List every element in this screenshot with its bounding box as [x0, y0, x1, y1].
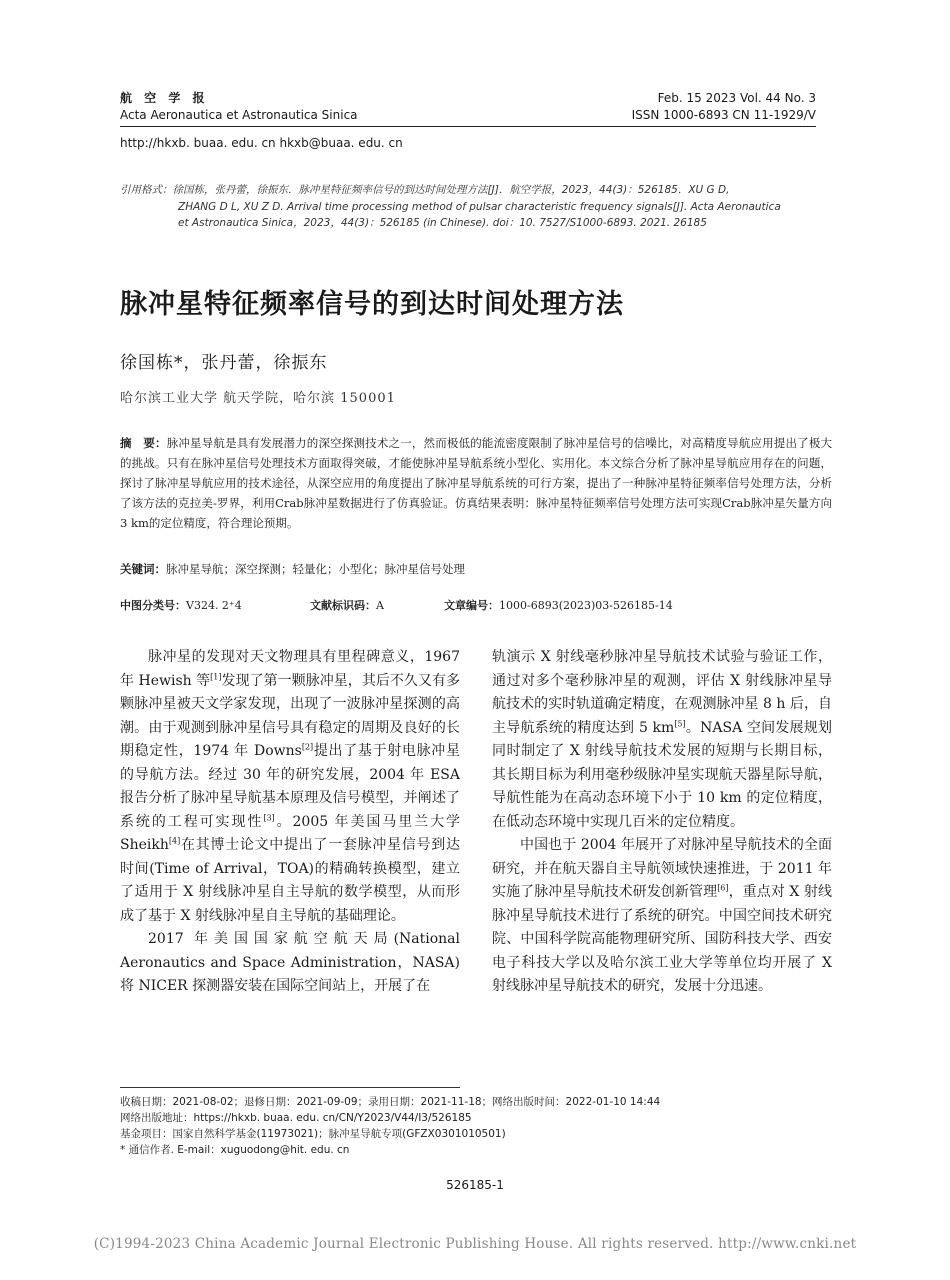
ref-link[interactable]: [2] — [301, 742, 314, 752]
keywords-text: 脉冲星导航；深空探测；轻量化；小型化；脉冲星信号处理 — [166, 562, 465, 576]
body-paragraph: 脉冲星的发现对天文物理具有里程碑意义，1967 年 Hewish 等[1]发现了第一颗脉冲星，其后不久又有多颗脉冲星被天文学家发现，出现了一波脉冲星探测的高潮。由于观测到脉冲星信号具有稳定的周期及良好的长期稳定性，1974 年 Downs[2]提出了基于射电脉冲星的导航方法。经过 30 年的研究发展，2004 年 ESA 报告分析了脉冲星导航基本原理及信号模型，并阐述了系统的工程可实现性[3]。2005 年美国马里兰大学 Sheikh[4]在其博士论文中提出了一套脉冲星信号到达时间(Time of Arrival，TOA)的精确转换模型，建立了适用于 X 射线脉冲星自主导航的数学模型，从而形成了基于 X 射线脉冲星自主导航的基础理论。 — [120, 649, 460, 924]
journal-name-cn: 航 空 学 报 — [120, 91, 209, 105]
article-number — [444, 597, 673, 613]
body-paragraph: 2017 年美国国家航空航天局(National Aeronautics and Space Administration，NASA)将 NICER 探测器安装在国际空间站上，开展了在 — [120, 931, 460, 994]
citation-line-3: et Astronautica Sinica，2023，44(3)：526185 (in Chinese). doi：10. 7527/S1000-6893. 2021. 26185 — [178, 217, 707, 229]
abstract-label: 摘 要： — [120, 436, 167, 450]
citation-line-1: 引用格式：徐国栋，张丹蕾，徐振东．脉冲星特征频率信号的到达时间处理方法[J]．航空学报，2023，44(3)：526185．XU G D, — [120, 184, 730, 196]
body-right-column — [492, 646, 832, 999]
footnote-rule — [120, 1087, 460, 1088]
body-left-column — [120, 646, 460, 999]
body-paragraph: 中国也于 2004 年展开了对脉冲星导航技术的全面研究，并在航天器自主导航领域快速推进，于 2011 年实施了脉冲星导航技术研发创新管理[6]，重点对 X 射线脉冲星导航技术进行了系统的研究。中国空间技术研究院、中国科学院高能物理研究所、国防科技大学、西安电子科技大学以及哈尔滨工业大学等单位均开展了 X 射线脉冲星导航技术的研究，发展十分迅速。 — [492, 837, 832, 994]
ref-link[interactable]: [6] — [717, 883, 729, 893]
abstract — [120, 433, 832, 533]
article-title: 脉冲星特征频率信号的到达时间处理方法 — [120, 289, 624, 320]
ref-link[interactable]: [5] — [674, 718, 686, 728]
citation-block — [120, 182, 832, 232]
document-code — [310, 597, 384, 613]
ref-link[interactable]: [3] — [263, 812, 275, 822]
doc-label: 文献标识码： — [310, 599, 376, 612]
abstract-text: 脉冲星导航是具有发展潜力的深空探测技术之一，然而极低的能流密度限制了脉冲星信号的信噪比，对高精度导航应用提出了极大的挑战。只有在脉冲星信号处理技术方面取得突破，才能使脉冲星导航系统小型化、实用化。本文综合分析了脉冲星导航应用存在的问题，探讨了脉冲星导航应用的技术途径，从深空应用的角度提出了脉冲星导航系统的可行方案，提出了一种脉冲星特征频率信号处理方法，分析了该方法的克拉美-罗界，利用Crab脉冲星数据进行了仿真验证。仿真结果表明：脉冲星特征频率信号处理方法可实现Crab脉冲星矢量方向3 km的定位精度，符合理论预期。 — [120, 436, 832, 530]
clc-label: 中图分类号： — [120, 599, 186, 612]
body-paragraph: 轨演示 X 射线毫秒脉冲星导航技术试验与验证工作，通过对多个毫秒脉冲星的观测，评估 X 射线脉冲星导航技术的实时轨道确定精度，在观测脉冲星 8 h 后，自主导航系统的精度达到 5 km[5]。NASA 空间发展规划同时制定了 X 射线导航技术发展的短期与长期目标，其长期目标为利用毫秒级脉冲星实现航天器星际导航，导航性能为在高动态环境下小于 10 km 的定位精度，在低动态环境中实现几百米的定位精度。 — [492, 649, 832, 830]
footnote-dates: 收稿日期：2021-08-02；退修日期：2021-09-09；录用日期：2021-11-18；网络出版时间：2022-01-10 14:44 — [120, 1096, 661, 1108]
clc-value: V324. 2⁺4 — [186, 599, 242, 612]
journal-web-link[interactable]: http://hkxb. buaa. edu. cn hkxb@buaa. edu. cn — [120, 136, 403, 150]
issue-date-volume: Feb. 15 2023 Vol. 44 No. 3 — [657, 91, 816, 105]
page-number: 526185-1 — [446, 1178, 504, 1192]
footnotes — [120, 1094, 832, 1158]
doc-value: A — [376, 599, 384, 612]
footnote-corresponding-author: * 通信作者. E-mail：xuguodong@hit. edu. cn — [120, 1144, 350, 1156]
keywords — [120, 561, 832, 577]
copyright-notice: (C)1994-2023 China Academic Journal Electronic Publishing House. All rights reserved. http://www.cnki.net — [93, 1236, 857, 1252]
footnote-url[interactable]: 网络出版地址：https://hkxb. buaa. edu. cn/CN/Y2023/V44/I3/526185 — [120, 1112, 472, 1124]
authors: 徐国栋*，张丹蕾，徐振东 — [120, 353, 328, 373]
journal-name-en: Acta Aeronautica et Astronautica Sinica — [120, 108, 358, 122]
citation-line-2: ZHANG D L, XU Z D. Arrival time processing method of pulsar characteristic frequency signals[J]. Acta Aeronautica — [178, 200, 781, 213]
affiliation: 哈尔滨工业大学 航天学院，哈尔滨 150001 — [120, 391, 396, 406]
art-value: 1000-6893(2023)03-526185-14 — [499, 599, 673, 612]
ref-link[interactable]: [1] — [210, 671, 222, 681]
keywords-label: 关键词： — [120, 562, 166, 576]
footnote-fund: 基金项目：国家自然科学基金(11973021)；脉冲星导航专项(GFZX0301010501) — [120, 1128, 506, 1140]
clc-number — [120, 597, 242, 613]
issn-cn: ISSN 1000-6893 CN 11-1929/V — [631, 108, 816, 122]
header-rule — [120, 126, 816, 127]
ref-link[interactable]: [4] — [168, 836, 181, 846]
art-label: 文章编号： — [444, 599, 499, 612]
